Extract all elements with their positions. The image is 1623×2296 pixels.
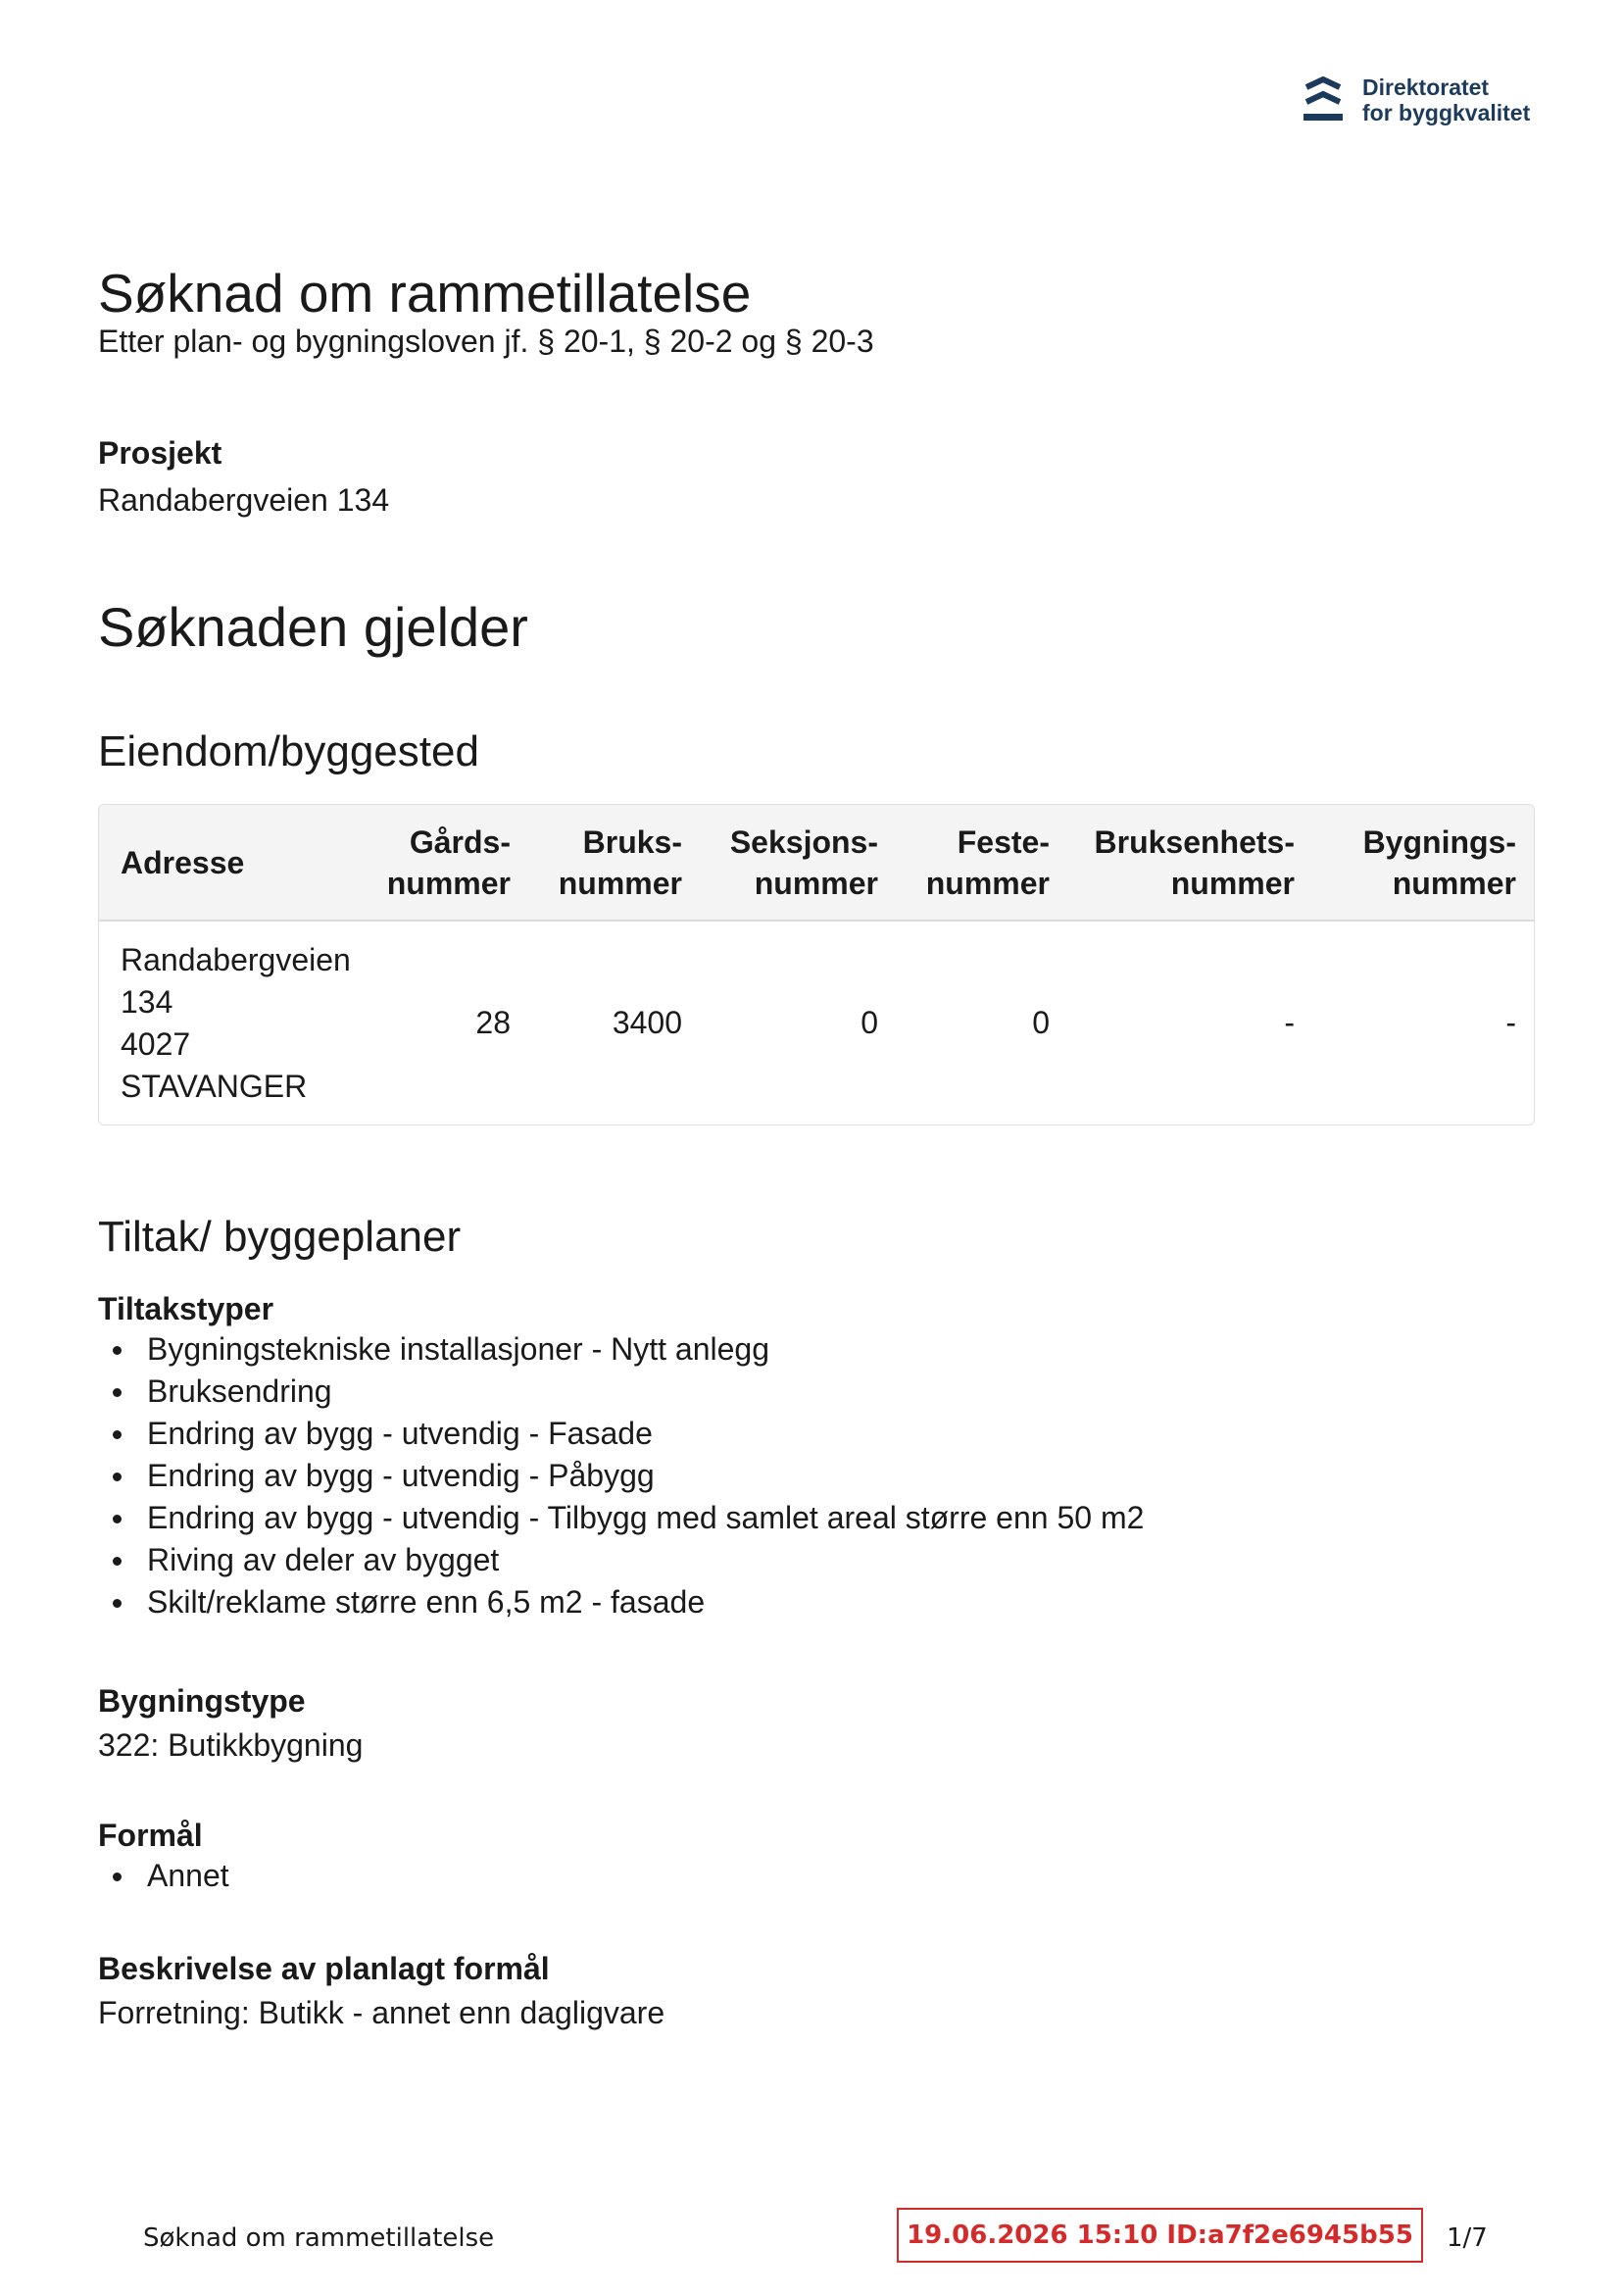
cell-bruksnummer: 3400 (612, 1005, 682, 1040)
property-table (98, 804, 1535, 1125)
column-header-bruksenhetsnummer: Bruksenhets- nummer (1094, 824, 1295, 901)
page-title: Søknad om rammetillatelse (98, 263, 752, 324)
dibk-chevrons-icon (1303, 76, 1343, 124)
bygningstype-label: Bygningstype (98, 1683, 306, 1719)
cell-bruksenhetsnummer: - (1284, 1005, 1295, 1040)
table-header-row (99, 805, 1535, 921)
property-heading: Eiendom/byggested (98, 727, 479, 775)
list-item: Endring av bygg - utvendig - Påbygg (98, 1455, 1144, 1497)
project-label: Prosjekt (98, 435, 222, 471)
formal-beskrivelse-value: Forretning: Butikk - annet enn dagligvare (98, 1995, 665, 2030)
page-number: 1/7 (1447, 2223, 1488, 2253)
footer-title: Søknad om rammetillatelse (143, 2223, 495, 2253)
bygningstype-value: 322: Butikkbygning (98, 1727, 364, 1763)
list-item: Bygningstekniske installasjoner - Nytt anlegg (98, 1328, 1144, 1371)
section-heading: Søknaden gjelder (98, 596, 528, 658)
column-header-seksjonsnummer: Seksjons- nummer (729, 824, 878, 901)
list-item: Skilt/reklame større enn 6,5 m2 - fasade (98, 1581, 1144, 1623)
column-header-bygningsnummer: Bygnings- nummer (1362, 824, 1516, 901)
list-item: Annet (98, 1855, 229, 1897)
logo-line-1: Direktoratet (1362, 75, 1490, 100)
cell-address: Randabergveien 134 4027 STAVANGER (121, 941, 351, 1104)
column-header-address: Adresse (121, 844, 245, 880)
cell-gardsnummer: 28 (475, 1005, 511, 1040)
table-row (99, 921, 1535, 1124)
column-header-bruksnummer: Bruks- nummer (558, 824, 682, 901)
cell-festenummer: 0 (1032, 1005, 1050, 1040)
column-header-festenummer: Feste- nummer (925, 824, 1050, 901)
tiltakstyper-label: Tiltakstyper (98, 1291, 274, 1326)
project-value: Randabergveien 134 (98, 482, 390, 518)
timestamp-id-stamp: 19.06.2026 15:10 ID:a7f2e6945b55 (897, 2208, 1423, 2263)
dibk-logo (1303, 75, 1530, 125)
logo-text (1362, 75, 1530, 125)
formal-list (98, 1855, 229, 1897)
list-item: Endring av bygg - utvendig - Fasade (98, 1413, 1144, 1455)
cell-seksjonsnummer: 0 (861, 1005, 878, 1040)
column-header-gardsnummer: Gårds- nummer (386, 824, 511, 901)
cell-bygningsnummer: - (1505, 1005, 1516, 1040)
list-item: Endring av bygg - utvendig - Tilbygg med samlet areal større enn 50 m2 (98, 1497, 1144, 1539)
page-subtitle: Etter plan- og bygningsloven jf. § 20-1, § 20-2 og § 20-3 (98, 324, 874, 359)
logo-line-2: for byggkvalitet (1362, 100, 1531, 125)
list-item: Bruksendring (98, 1371, 1144, 1413)
formal-beskrivelse-label: Beskrivelse av planlagt formål (98, 1951, 550, 1986)
tiltakstyper-list (98, 1328, 1144, 1623)
tiltak-heading: Tiltak/ byggeplaner (98, 1213, 462, 1261)
formal-label: Formål (98, 1818, 203, 1853)
list-item: Riving av deler av bygget (98, 1539, 1144, 1581)
